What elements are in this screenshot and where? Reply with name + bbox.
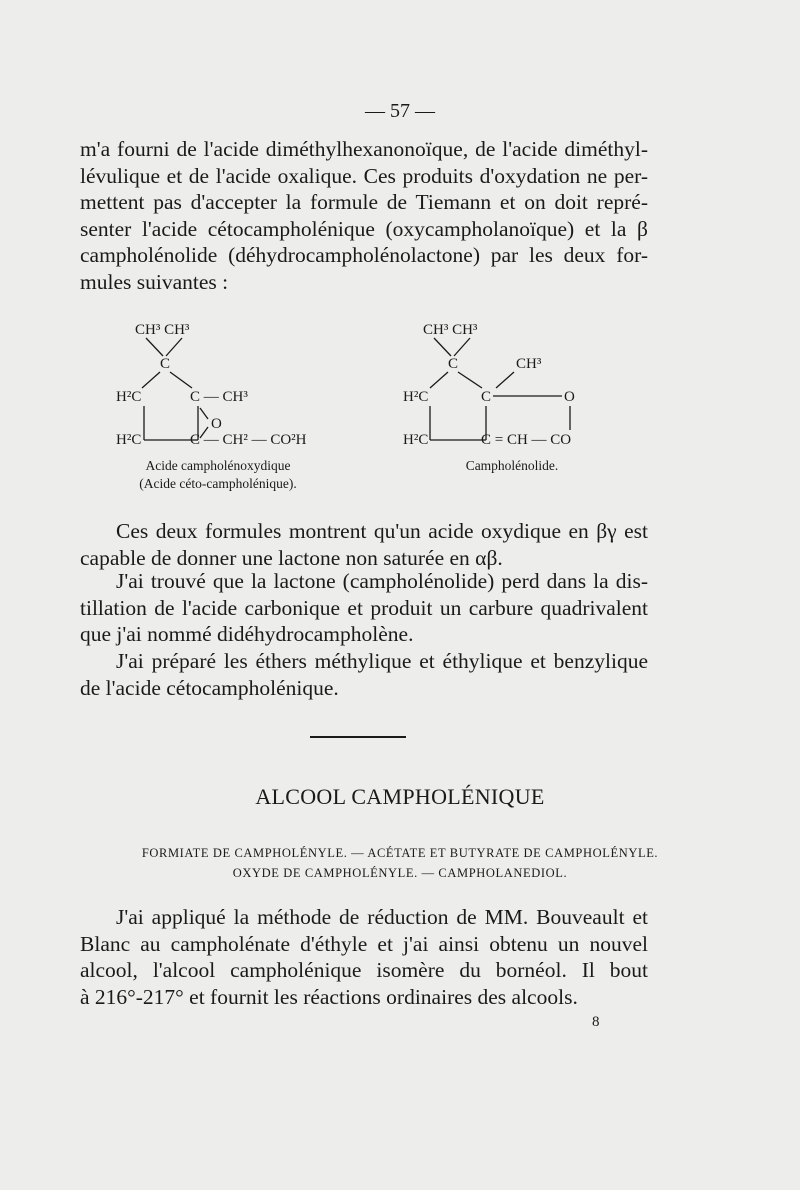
text-line: que j'ai nommé didéhydrocampholène. — [80, 622, 414, 646]
paragraph-3 — [80, 568, 648, 648]
text-line: capable de donner une lactone non saturée en αβ. — [80, 545, 503, 570]
text-line: campholénolide (déhydrocampholénolactone) par les deux for- — [80, 243, 648, 267]
paragraph-5 — [80, 904, 648, 1010]
formula-text: H²C — [116, 432, 142, 448]
chemical-formulas — [100, 318, 620, 498]
formula-text: C — CH² — CO²H — [190, 432, 307, 448]
section-divider — [310, 736, 406, 738]
paragraph-1 — [80, 136, 648, 295]
formula-text: C — [160, 356, 171, 372]
text-line: mules suivantes : — [80, 269, 229, 294]
text-line: tillation de l'acide carbonique et produit un carbure quadrivalent — [80, 595, 648, 620]
text-line: J'ai appliqué la méthode de réduction de MM. Bouveault et — [116, 905, 648, 929]
section-subheading: OXYDE DE CAMPHOLÉNYLE. — CAMPHOLANEDIOL. — [232, 866, 568, 880]
section-subheading: FORMIATE DE CAMPHOLÉNYLE. — ACÉTATE ET BUTYRATE DE CAMPHOLÉNYLE. — [141, 846, 659, 860]
formula-text: O — [564, 389, 575, 405]
formula-text: CH³ CH³ — [423, 322, 478, 338]
formula-acide-campholenoxydique — [116, 322, 307, 491]
paragraph-4 — [80, 648, 648, 701]
section-heading: ALCOOL CAMPHOLÉNIQUE — [255, 784, 545, 809]
page-number: — 57 — — [365, 100, 435, 122]
formula-text: H²C — [403, 432, 429, 448]
formula-text: CH³ CH³ — [135, 322, 190, 338]
formula-caption: Acide campholénoxydique — [145, 458, 291, 473]
text-line: de l'acide cétocampholénique. — [80, 675, 339, 700]
formula-text: H²C — [116, 389, 142, 405]
text-line: senter l'acide cétocampholénique (oxycampholanoïque) et la β — [80, 216, 648, 241]
text-line: alcool, l'alcool campholénique isomère du bornéol. Il bout — [80, 958, 648, 982]
signature-mark: 8 — [592, 1014, 600, 1030]
formula-campholenolide — [403, 322, 575, 473]
text-line: J'ai trouvé que la lactone (campholénolide) perd dans la dis- — [116, 569, 648, 593]
formula-caption: (Acide céto-campholénique). — [139, 476, 297, 491]
paragraph-2 — [80, 518, 648, 571]
text-line: Ces deux formules montrent qu'un acide oxydique en βγ est — [116, 519, 648, 543]
text-line: Blanc au campholénate d'éthyle et j'ai ainsi obtenu un nouvel — [80, 931, 648, 956]
formula-text: O — [211, 416, 222, 432]
formula-text: H²C — [403, 389, 429, 405]
text-line: à 216°-217° et fournit les réactions ordinaires des alcools. — [80, 984, 578, 1009]
formula-text: C = CH — CO — [481, 432, 572, 448]
text-line: J'ai préparé les éthers méthylique et éthylique et benzylique — [116, 649, 648, 673]
text-line: m'a fourni de l'acide diméthylhexanonoïque, de l'acide diméthyl- — [80, 137, 648, 161]
formula-text: C — [481, 389, 492, 405]
text-line: mettent pas d'accepter la formule de Tiemann et on doit repré- — [80, 190, 648, 214]
formula-text: C — [448, 356, 459, 372]
formula-caption: Campholénolide. — [465, 458, 559, 473]
text-line: lévulique et de l'acide oxalique. Ces produits d'oxydation ne per- — [80, 163, 648, 188]
formula-text: C — CH³ — [190, 389, 248, 405]
formula-text: CH³ — [516, 356, 542, 372]
